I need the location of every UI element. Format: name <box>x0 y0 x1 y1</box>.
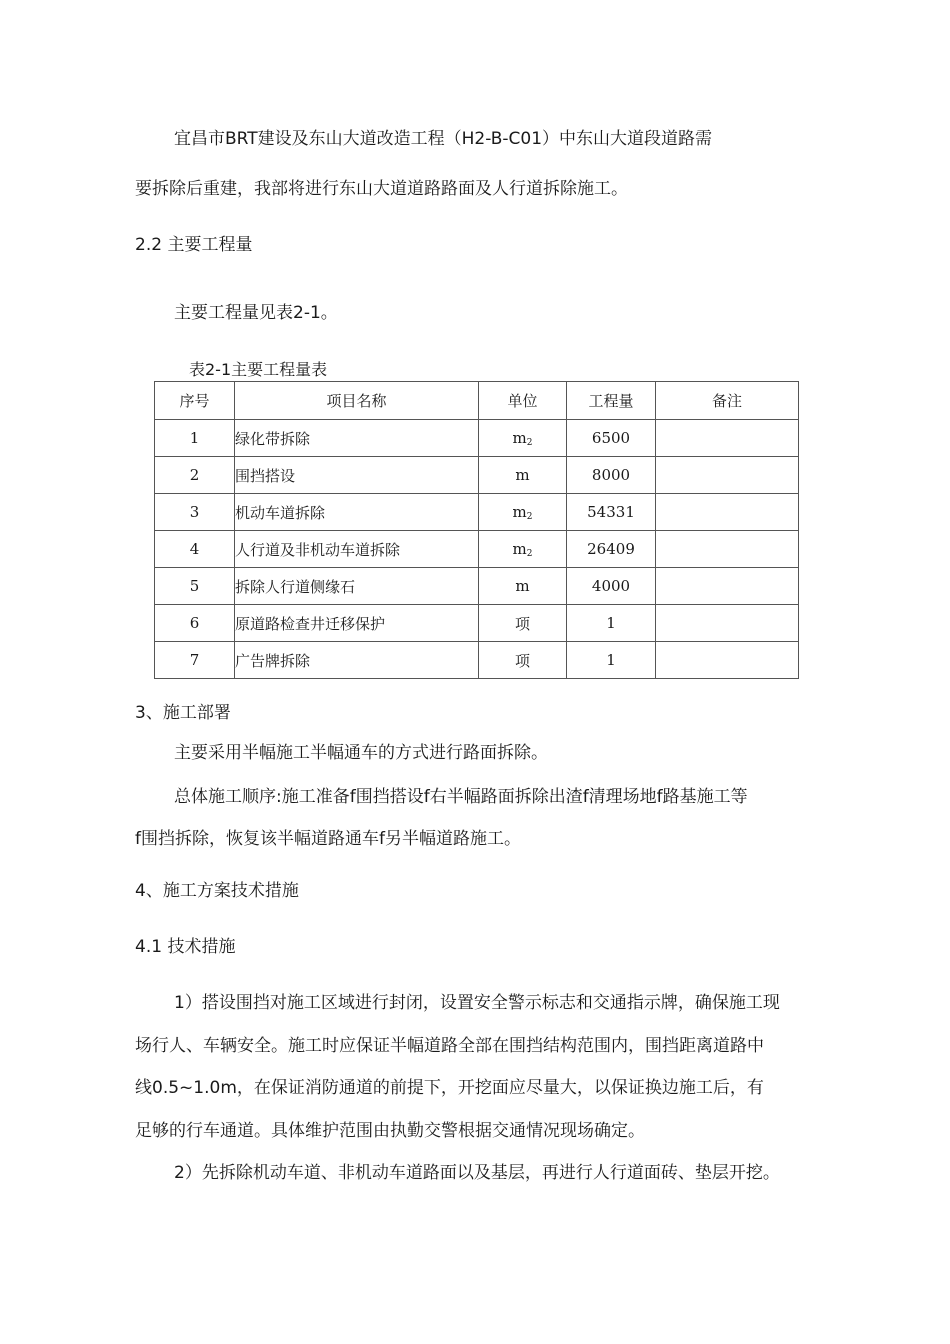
row-name: 广告牌拆除 <box>235 642 479 679</box>
row-name: 人行道及非机动车道拆除 <box>235 531 479 568</box>
row-no: 6 <box>155 605 235 642</box>
row-note <box>656 605 799 642</box>
header-note: 备注 <box>656 382 799 420</box>
item-2-line-1: 2）先拆除机动车道、非机动车道路面以及基层，再进行人行道面砖、垫层开挖。 <box>174 1163 780 1183</box>
table-row <box>155 457 799 494</box>
row-quantity: 26409 <box>567 531 656 568</box>
unit-text: 项 <box>514 614 530 633</box>
row-note <box>656 642 799 679</box>
row-unit <box>479 531 567 568</box>
row-quantity: 8000 <box>567 457 656 494</box>
section-4-1-heading: 4.1 技术措施 <box>135 937 236 957</box>
item-1-line-3: 线0.5~1.0m，在保证消防通道的前提下，开挖面应尽量大，以保证换边施工后，有 <box>135 1078 764 1098</box>
row-unit <box>479 568 567 605</box>
row-name: 拆除人行道侧缘石 <box>235 568 479 605</box>
header-quantity: 工程量 <box>567 382 656 420</box>
item-1-line-1: 1）搭设围挡对施工区域进行封闭，设置安全警示标志和交通指示牌，确保施工现 <box>174 993 780 1013</box>
row-note <box>656 420 799 457</box>
row-no: 4 <box>155 531 235 568</box>
row-no: 5 <box>155 568 235 605</box>
table-caption: 表2-1主要工程量表 <box>189 360 328 379</box>
unit-text: m <box>512 502 527 521</box>
unit-superscript: 2 <box>526 511 533 522</box>
unit-text: m <box>515 465 530 484</box>
header-no: 序号 <box>155 382 235 420</box>
intro-line-2: 要拆除后重建，我部将进行东山大道道路路面及人行道拆除施工。 <box>135 179 628 199</box>
section-3-heading: 3、施工部署 <box>135 703 231 723</box>
row-name: 机动车道拆除 <box>235 494 479 531</box>
row-quantity: 54331 <box>567 494 656 531</box>
header-unit: 单位 <box>479 382 567 420</box>
table-header-row <box>155 382 799 420</box>
row-unit <box>479 420 567 457</box>
intro-line-1: 宜昌市BRT建设及东山大道改造工程（H2-B-C01）中东山大道段道路需 <box>174 129 713 149</box>
item-1-line-4: 足够的行车通道。具体维护范围由执勤交警根据交通情况现场确定。 <box>135 1121 645 1141</box>
unit-text: m <box>512 428 527 447</box>
table-row <box>155 605 799 642</box>
table-row <box>155 494 799 531</box>
row-no: 1 <box>155 420 235 457</box>
row-no: 2 <box>155 457 235 494</box>
row-unit <box>479 605 567 642</box>
item-1-line-2: 场行人、车辆安全。施工时应保证半幅道路全部在围挡结构范围内，围挡距离道路中 <box>135 1036 764 1056</box>
unit-superscript: 2 <box>526 437 533 448</box>
row-name: 原道路检查井迁移保护 <box>235 605 479 642</box>
row-note <box>656 568 799 605</box>
header-item-name: 项目名称 <box>235 382 479 420</box>
row-quantity: 4000 <box>567 568 656 605</box>
section-2-2-heading: 2.2 主要工程量 <box>135 235 253 255</box>
row-unit <box>479 494 567 531</box>
table-row <box>155 420 799 457</box>
row-note <box>656 457 799 494</box>
row-name: 绿化带拆除 <box>235 420 479 457</box>
row-note <box>656 494 799 531</box>
quantity-table <box>154 381 799 679</box>
table-row <box>155 568 799 605</box>
row-quantity: 6500 <box>567 420 656 457</box>
section-2-2-text: 主要工程量见表2-1。 <box>174 303 338 323</box>
row-quantity: 1 <box>567 642 656 679</box>
section-3-para-2-line-1: 总体施工顺序:施工准备f围挡搭设f右半幅路面拆除出渣f清理场地f路基施工等 <box>174 787 748 807</box>
row-name: 围挡搭设 <box>235 457 479 494</box>
unit-text: 项 <box>514 651 530 670</box>
row-quantity: 1 <box>567 605 656 642</box>
table-row <box>155 642 799 679</box>
row-unit <box>479 642 567 679</box>
row-no: 3 <box>155 494 235 531</box>
table-row <box>155 531 799 568</box>
unit-text: m <box>512 539 527 558</box>
row-no: 7 <box>155 642 235 679</box>
section-3-para-1: 主要采用半幅施工半幅通车的方式进行路面拆除。 <box>174 743 548 763</box>
section-3-para-2-line-2: f围挡拆除，恢复该半幅道路通车f另半幅道路施工。 <box>135 829 521 849</box>
unit-superscript: 2 <box>526 548 533 559</box>
section-4-heading: 4、施工方案技术措施 <box>135 881 299 901</box>
unit-text: m <box>515 576 530 595</box>
row-unit <box>479 457 567 494</box>
row-note <box>656 531 799 568</box>
